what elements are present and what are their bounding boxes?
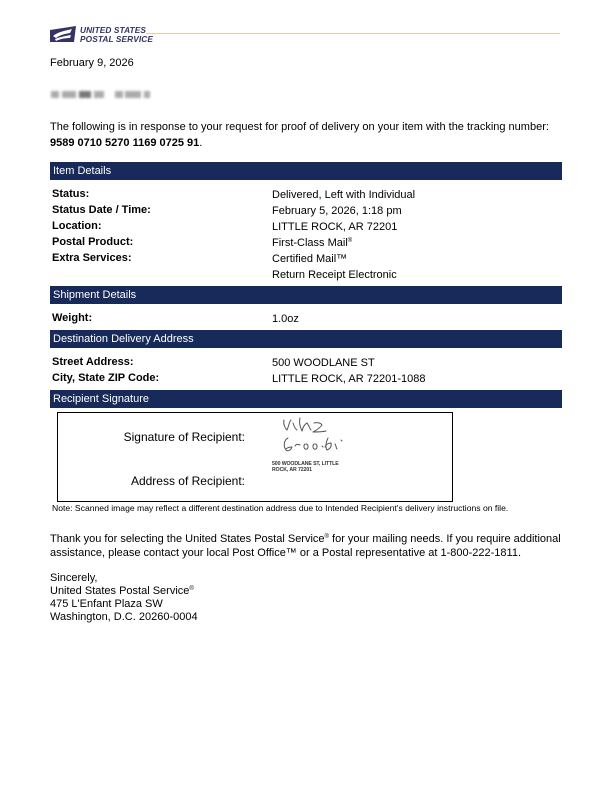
section-bar-recipient-signature (50, 390, 562, 408)
handwritten-signature-image (278, 414, 368, 458)
extra-services-label: Extra Services: (52, 252, 132, 264)
section-bar-shipment-details (50, 286, 562, 304)
header-rule (146, 33, 560, 34)
signature-of-recipient-label: Signature of Recipient: (123, 430, 245, 444)
letter-date: February 9, 2026 (50, 57, 134, 69)
signoff-org-name: United States Postal Service (50, 585, 190, 597)
tracking-suffix: . (199, 137, 203, 149)
postal-product-name: First-Class Mail (272, 237, 348, 249)
scanned-address-line-2: ROCK, AR 72201 (272, 467, 312, 473)
section-title: Recipient Signature (53, 393, 150, 405)
signoff-address-2: Washington, D.C. 20260-0004 (50, 611, 198, 623)
location-value: LITTLE ROCK, AR 72201 (272, 221, 398, 233)
redacted-recipient-name (51, 88, 151, 100)
extra-service-1: Certified Mail™ (272, 253, 348, 265)
usps-eagle-icon (50, 26, 78, 44)
scanned-recipient-address (272, 461, 339, 473)
signoff-org (50, 585, 194, 598)
tracking-number: 9589 0710 5270 1169 0725 91 (50, 137, 200, 149)
registered-mark: ® (324, 534, 329, 540)
address-of-recipient-label: Address of Recipient: (130, 474, 245, 488)
logo-line-1: UNITED STATES (80, 25, 146, 35)
weight-value: 1.0oz (272, 313, 299, 325)
section-title: Item Details (53, 165, 112, 177)
sincerely: Sincerely, (50, 572, 98, 584)
logo-line-2: POSTAL SERVICE (80, 33, 154, 44)
scanned-image-note: Note: Scanned image may reflect a different destination address due to Intended Recipient's delivery instructions on file. (52, 503, 509, 513)
street-address-label: Street Address: (52, 356, 134, 368)
section-title: Shipment Details (53, 289, 137, 301)
status-value: Delivered, Left with Individual (272, 189, 416, 201)
section-bar-item-details (50, 162, 562, 180)
signature-box (57, 412, 453, 502)
city-state-zip-label: City, State ZIP Code: (52, 372, 160, 384)
tracking-line (50, 137, 202, 150)
scanned-address-line-1: 500 WOODLANE ST, LITTLE (272, 461, 339, 467)
city-state-zip-value: LITTLE ROCK, AR 72201-1088 (272, 373, 426, 385)
weight-label: Weight: (52, 312, 93, 324)
thanks-text-2: for your mailing needs. If you require additional assistance, please contact your local Post Office™ or a Postal representative at 1-800-222-1811. (50, 533, 561, 559)
intro-text: The following is in response to your request for proof of delivery on your item with the tracking number: (50, 121, 549, 133)
usps-logo (50, 24, 154, 46)
location-label: Location: (52, 220, 102, 232)
postal-product-label: Postal Product: (52, 236, 134, 248)
postal-product-value (272, 237, 352, 250)
status-label: Status: (52, 188, 90, 200)
section-bar-destination-address (50, 330, 562, 348)
registered-mark: ® (347, 238, 353, 244)
signoff-address-1: 475 L'Enfant Plaza SW (50, 598, 163, 610)
thank-you-paragraph (50, 532, 565, 560)
registered-mark: ® (189, 586, 194, 592)
logo-wordmark (80, 26, 153, 43)
section-title: Destination Delivery Address (53, 333, 194, 345)
extra-service-2: Return Receipt Electronic (272, 269, 397, 281)
thanks-text-1: Thank you for selecting the United States Postal Service (50, 533, 325, 545)
status-date-label: Status Date / Time: (52, 204, 151, 216)
street-address-value: 500 WOODLANE ST (272, 357, 375, 369)
status-date-value: February 5, 2026, 1:18 pm (272, 205, 402, 217)
